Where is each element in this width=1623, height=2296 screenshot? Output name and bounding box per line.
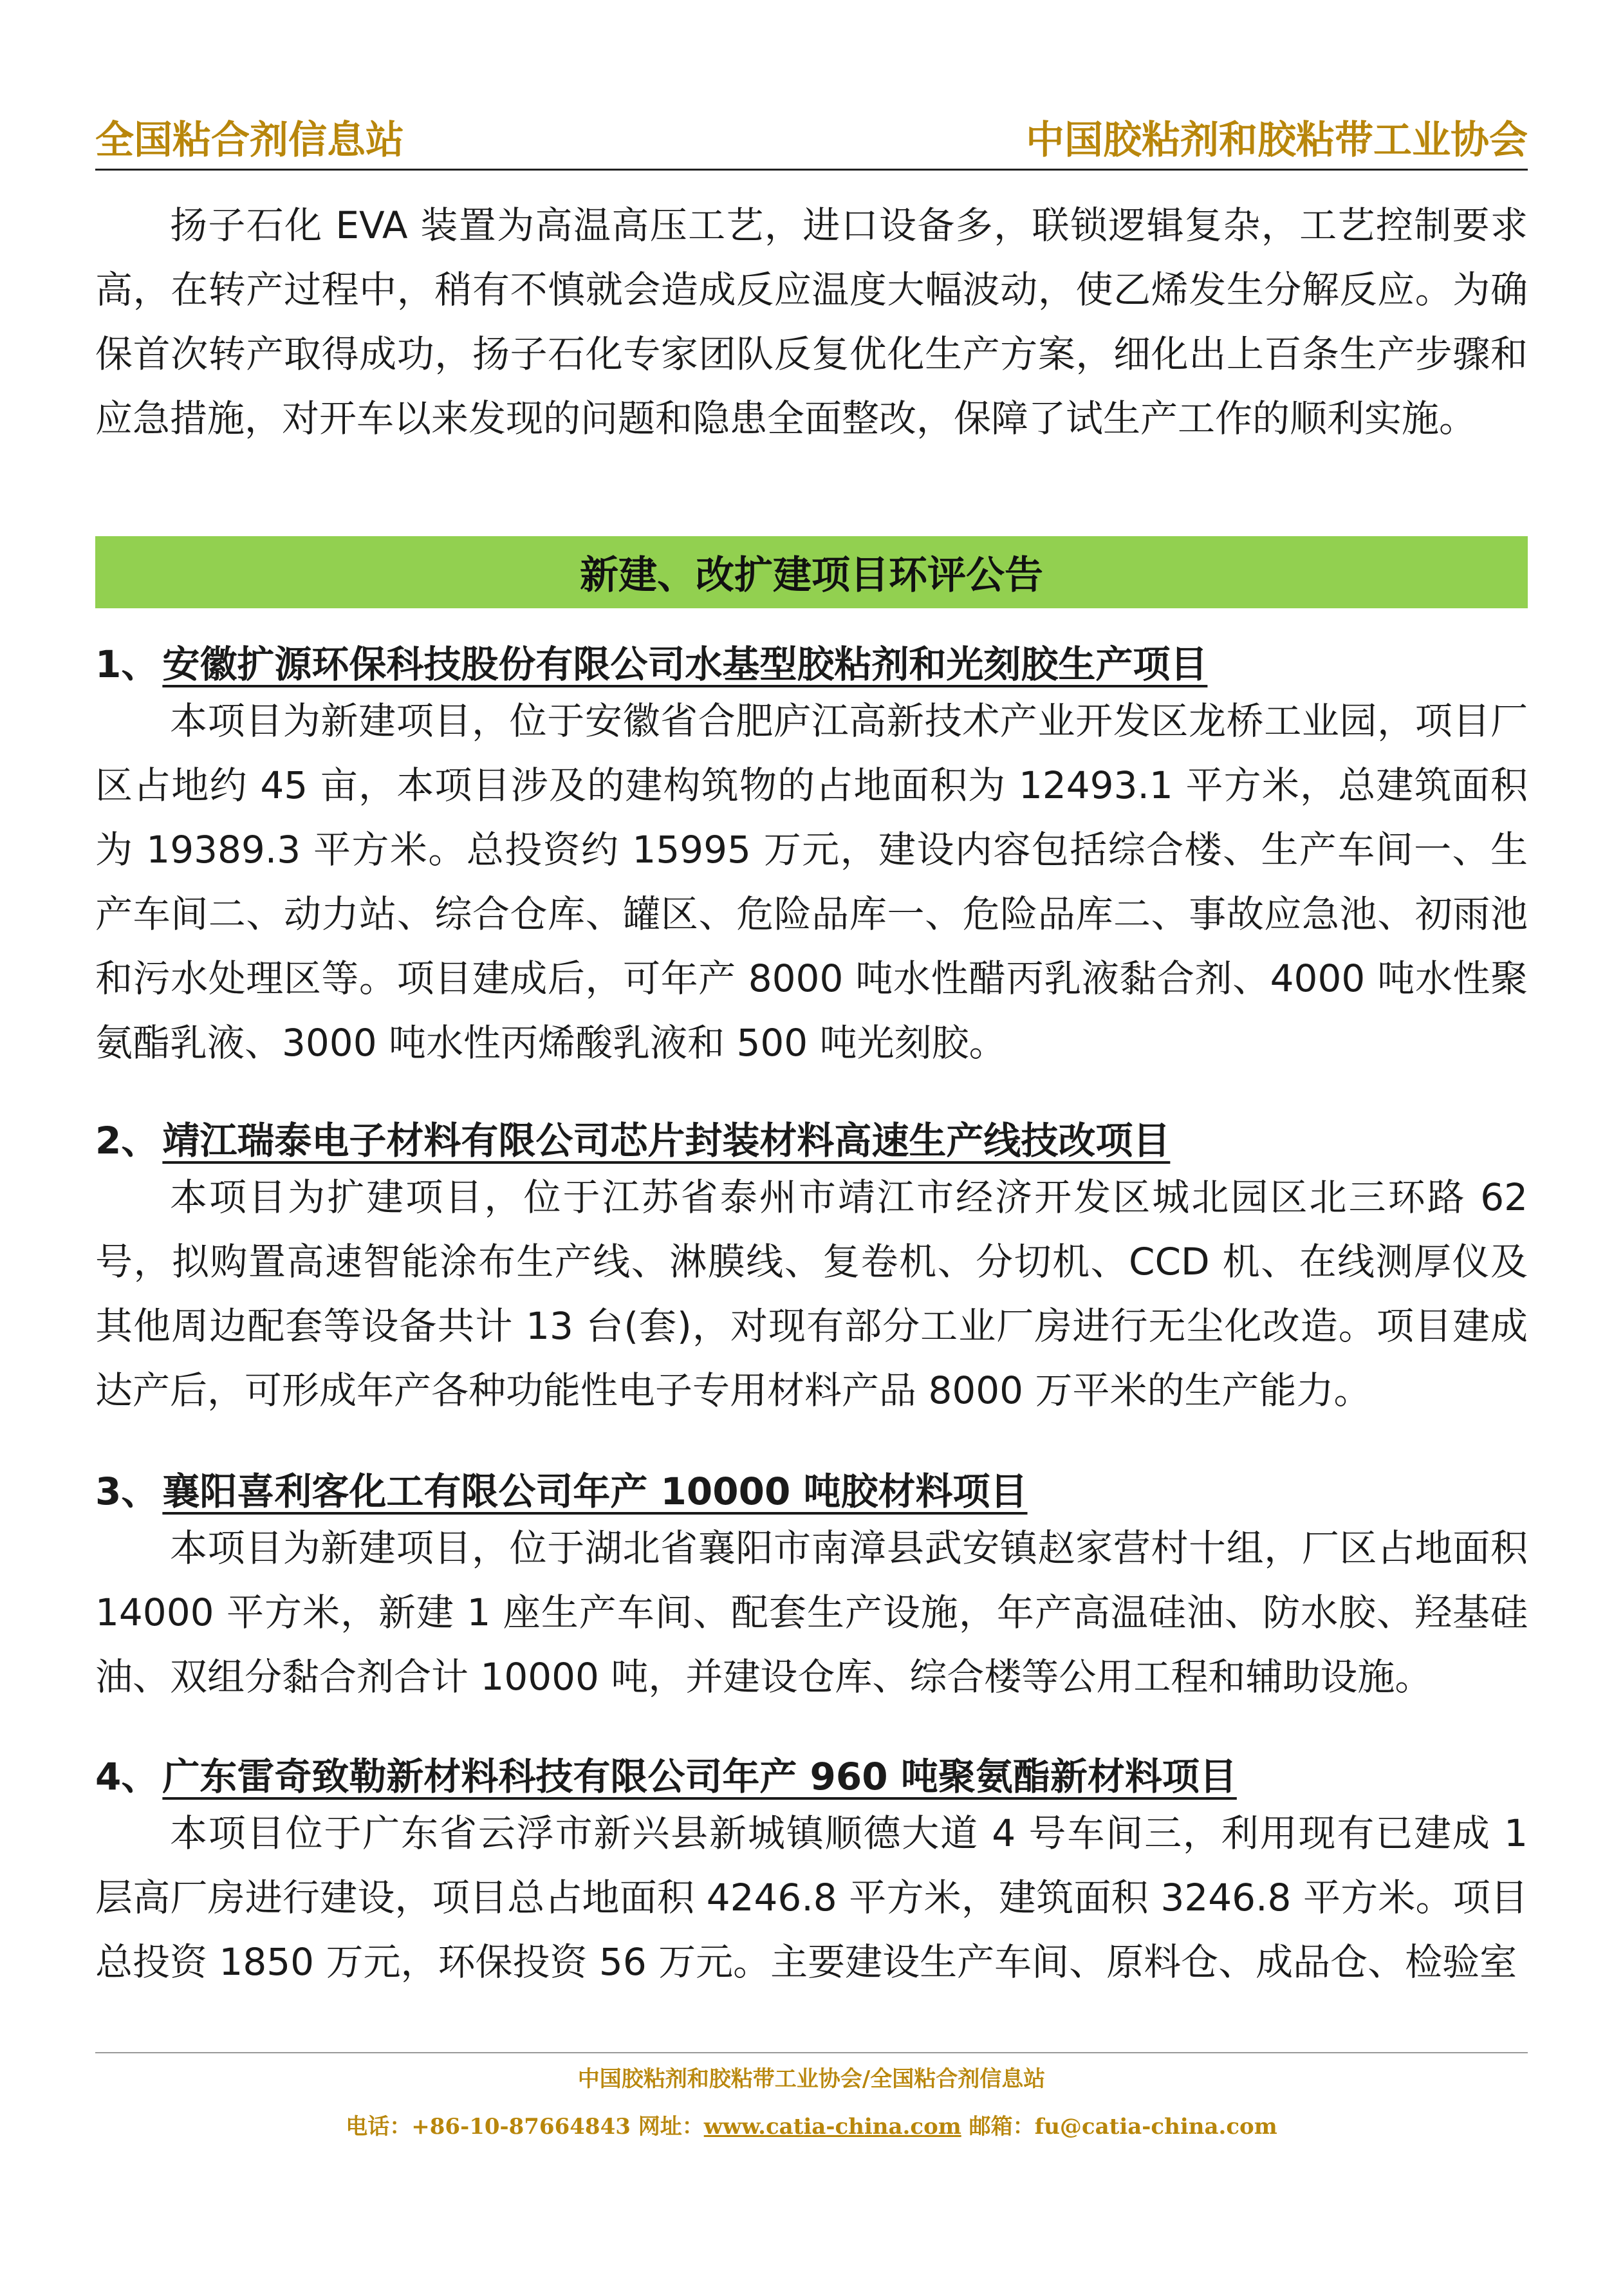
phone-label: 电话： — [346, 2114, 412, 2140]
item-number: 3、 — [95, 1470, 159, 1513]
item-number: 4、 — [95, 1755, 159, 1798]
footer-divider — [95, 2052, 1528, 2053]
item-number: 2、 — [95, 1119, 159, 1162]
item-heading — [95, 1751, 1528, 1802]
email-address: fu@catia-china.com — [1034, 2114, 1277, 2140]
section-banner — [95, 536, 1528, 608]
item-number: 1、 — [95, 642, 159, 686]
item-heading — [95, 1115, 1528, 1166]
item-title: 广东雷奇致勒新材料科技有限公司年产 960 吨聚氨酯新材料项目 — [162, 1755, 1237, 1798]
item-heading — [95, 639, 1528, 690]
header-association-name: 中国胶粘剂和胶粘带工业协会 — [1026, 118, 1528, 163]
header-site-name: 全国粘合剂信息站 — [95, 118, 404, 163]
phone-number: +86-10-87664843 — [411, 2114, 631, 2140]
header-divider — [95, 169, 1528, 171]
item-body: 本项目为扩建项目，位于江苏省泰州市靖江市经济开发区城北园区北三环路 62 号，拟购置高速智能涂布生产线、淋膜线、复卷机、分切机、CCD 机、在线测厚仪及其他周边配套等设备共计 13 台(套)，对现有部分工业厂房进行无尘化改造。项目建成达产后，可形成年产各种功能性电子专用材料产品 8000 万平米的生产能力。 — [95, 1175, 1528, 1412]
item-heading — [95, 1466, 1528, 1517]
item-title: 靖江瑞泰电子材料有限公司芯片封装材料高速生产线技改项目 — [162, 1119, 1171, 1162]
item-body: 本项目为新建项目，位于安徽省合肥庐江高新技术产业开发区龙桥工业园，项目厂区占地约 45 亩，本项目涉及的建构筑物的占地面积为 12493.1 平方米，总建筑面积为 19389.3 平方米。总投资约 15995 万元，建设内容包括综合楼、生产车间一、生产车间二、动力站、综合仓库、罐区、危险品库一、危险品库二、事故应急池、初雨池和污水处理区等。项目建成后，可年产 8000 吨水性醋丙乳液黏合剂、4000 吨水性聚氨酯乳液、3000 吨水性丙烯酸乳液和 500 吨光刻胶。 — [95, 699, 1528, 1065]
section-title: 新建、改扩建项目环评公告 — [580, 553, 1043, 598]
footer-organization: 中国胶粘剂和胶粘带工业协会/全国粘合剂信息站 — [577, 2066, 1046, 2092]
item-body: 本项目为新建项目，位于湖北省襄阳市南漳县武安镇赵家营村十组，厂区占地面积 14000 平方米，新建 1 座生产车间、配套生产设施，年产高温硅油、防水胶、羟基硅油、双组分黏合剂合计 10000 吨，并建设仓库、综合楼等公用工程和辅助设施。 — [95, 1526, 1528, 1699]
email-label: 邮箱： — [969, 2114, 1035, 2140]
item-title: 襄阳喜利客化工有限公司年产 10000 吨胶材料项目 — [162, 1470, 1028, 1513]
website-link[interactable]: www.catia-china.com — [703, 2114, 961, 2140]
item-title: 安徽扩源环保科技股份有限公司水基型胶粘剂和光刻胶生产项目 — [162, 642, 1208, 686]
footer-contact — [0, 2109, 1623, 2145]
intro-paragraph: 扬子石化 EVA 装置为高温高压工艺，进口设备多，联锁逻辑复杂，工艺控制要求高，在转产过程中，稍有不慎就会造成反应温度大幅波动，使乙烯发生分解反应。为确保首次转产取得成功，扬子石化专家团队反复优化生产方案，细化出上百条生产步骤和应急措施，对开车以来发现的问题和隐患全面整改，保障了试生产工作的顺利实施。 — [95, 203, 1528, 440]
item-body: 本项目位于广东省云浮市新兴县新城镇顺德大道 4 号车间三，利用现有已建成 1 层高厂房进行建设，项目总占地面积 4246.8 平方米，建筑面积 3246.8 平方米。项目总投资 1850 万元，环保投资 56 万元。主要建设生产车间、原料仓、成品仓、检验室 — [95, 1811, 1528, 1984]
website-label: 网址： — [638, 2114, 704, 2140]
